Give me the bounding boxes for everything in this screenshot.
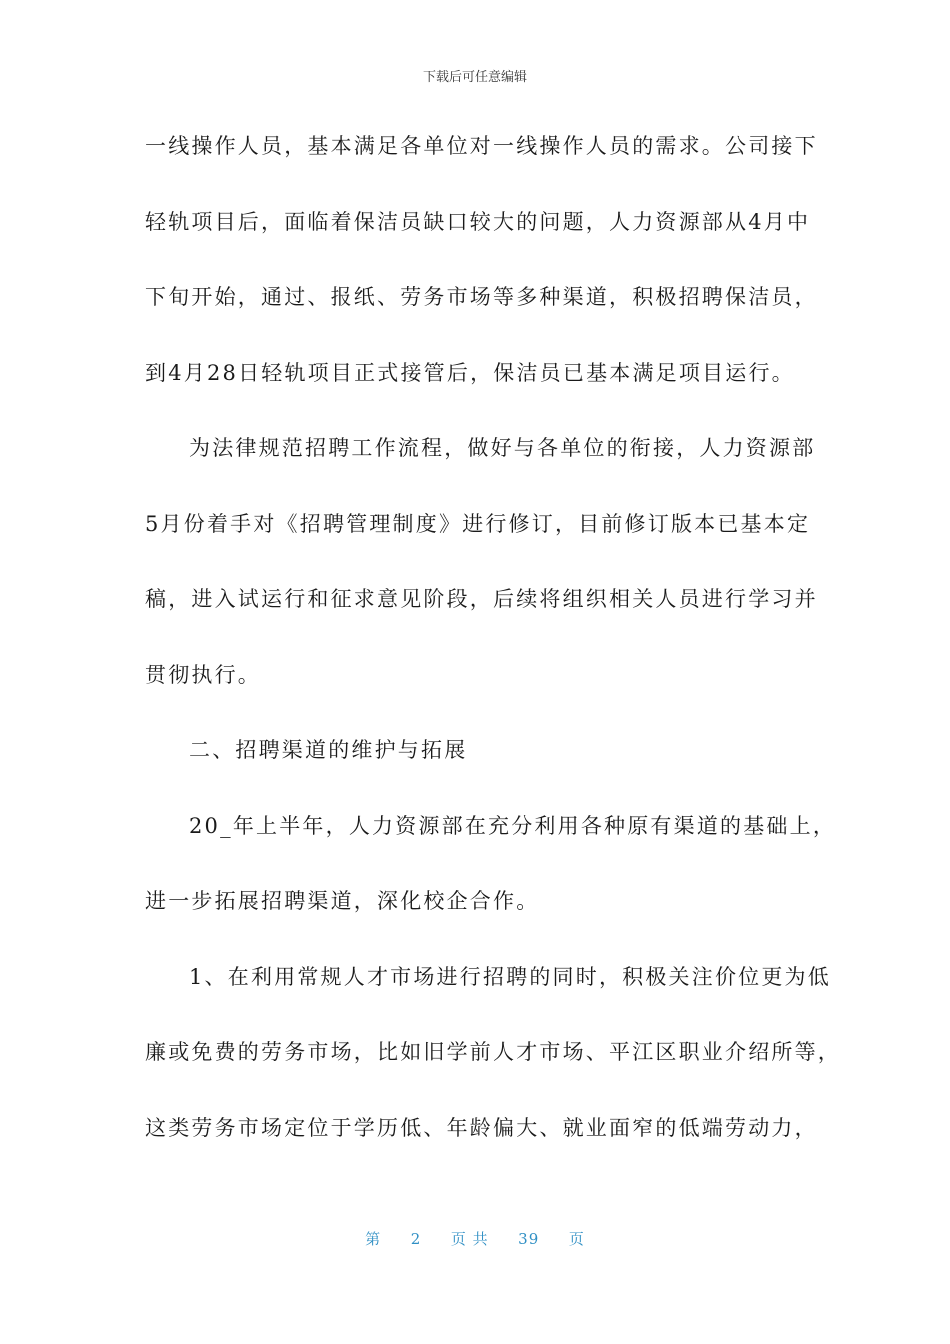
text-line: 下旬开始，通过、报纸、劳务市场等多种渠道，积极招聘保洁员， bbox=[145, 285, 818, 309]
footer-middle: 页 共 bbox=[450, 1230, 489, 1248]
document-body bbox=[145, 116, 841, 1173]
text-line: 这类劳务市场定位于学历低、年龄偏大、就业面窄的低端劳动力， bbox=[145, 1115, 818, 1140]
text-line: 进一步拓展招聘渠道，深化校企合作。 bbox=[145, 889, 540, 913]
current-page-number: 2 bbox=[410, 1230, 422, 1248]
page-footer bbox=[0, 1228, 950, 1249]
footer-prefix: 第 bbox=[365, 1230, 382, 1248]
text-line: 廉或免费的劳务市场，比如旧学前人才市场、平江区职业介绍所等， bbox=[145, 1040, 841, 1064]
text-line: 一线操作人员，基本满足各单位对一线操作人员的需求。公司接下 bbox=[145, 134, 818, 158]
paragraph-first-line: 为法律规范招聘工作流程，做好与各单位的衔接，人力资源部 bbox=[189, 436, 816, 460]
text-line: 5月份着手对《招聘管理制度》进行修订，目前修订版本已基本定 bbox=[145, 511, 811, 536]
paragraph-first-line: 20_年上半年，人力资源部在充分利用各种原有渠道的基础上， bbox=[189, 813, 837, 838]
header-note: 下载后可任意编辑 bbox=[422, 70, 527, 85]
total-pages-number: 39 bbox=[518, 1230, 540, 1248]
section-heading: 二、招聘渠道的维护与拓展 bbox=[189, 738, 468, 762]
text-line: 到4月28日轻轨项目正式接管后，保洁员已基本满足项目运行。 bbox=[145, 360, 795, 385]
paragraph-first-line: 1、在利用常规人才市场进行招聘的同时，积极关注价位更为低 bbox=[189, 964, 831, 989]
text-line: 轻轨项目后，面临着保洁员缺口较大的问题，人力资源部从4月中 bbox=[145, 209, 811, 234]
footer-suffix: 页 bbox=[568, 1230, 585, 1248]
text-line: 贯彻执行。 bbox=[145, 662, 261, 687]
text-line: 稿，进入试运行和征求意见阶段，后续将组织相关人员进行学习并 bbox=[145, 587, 818, 611]
